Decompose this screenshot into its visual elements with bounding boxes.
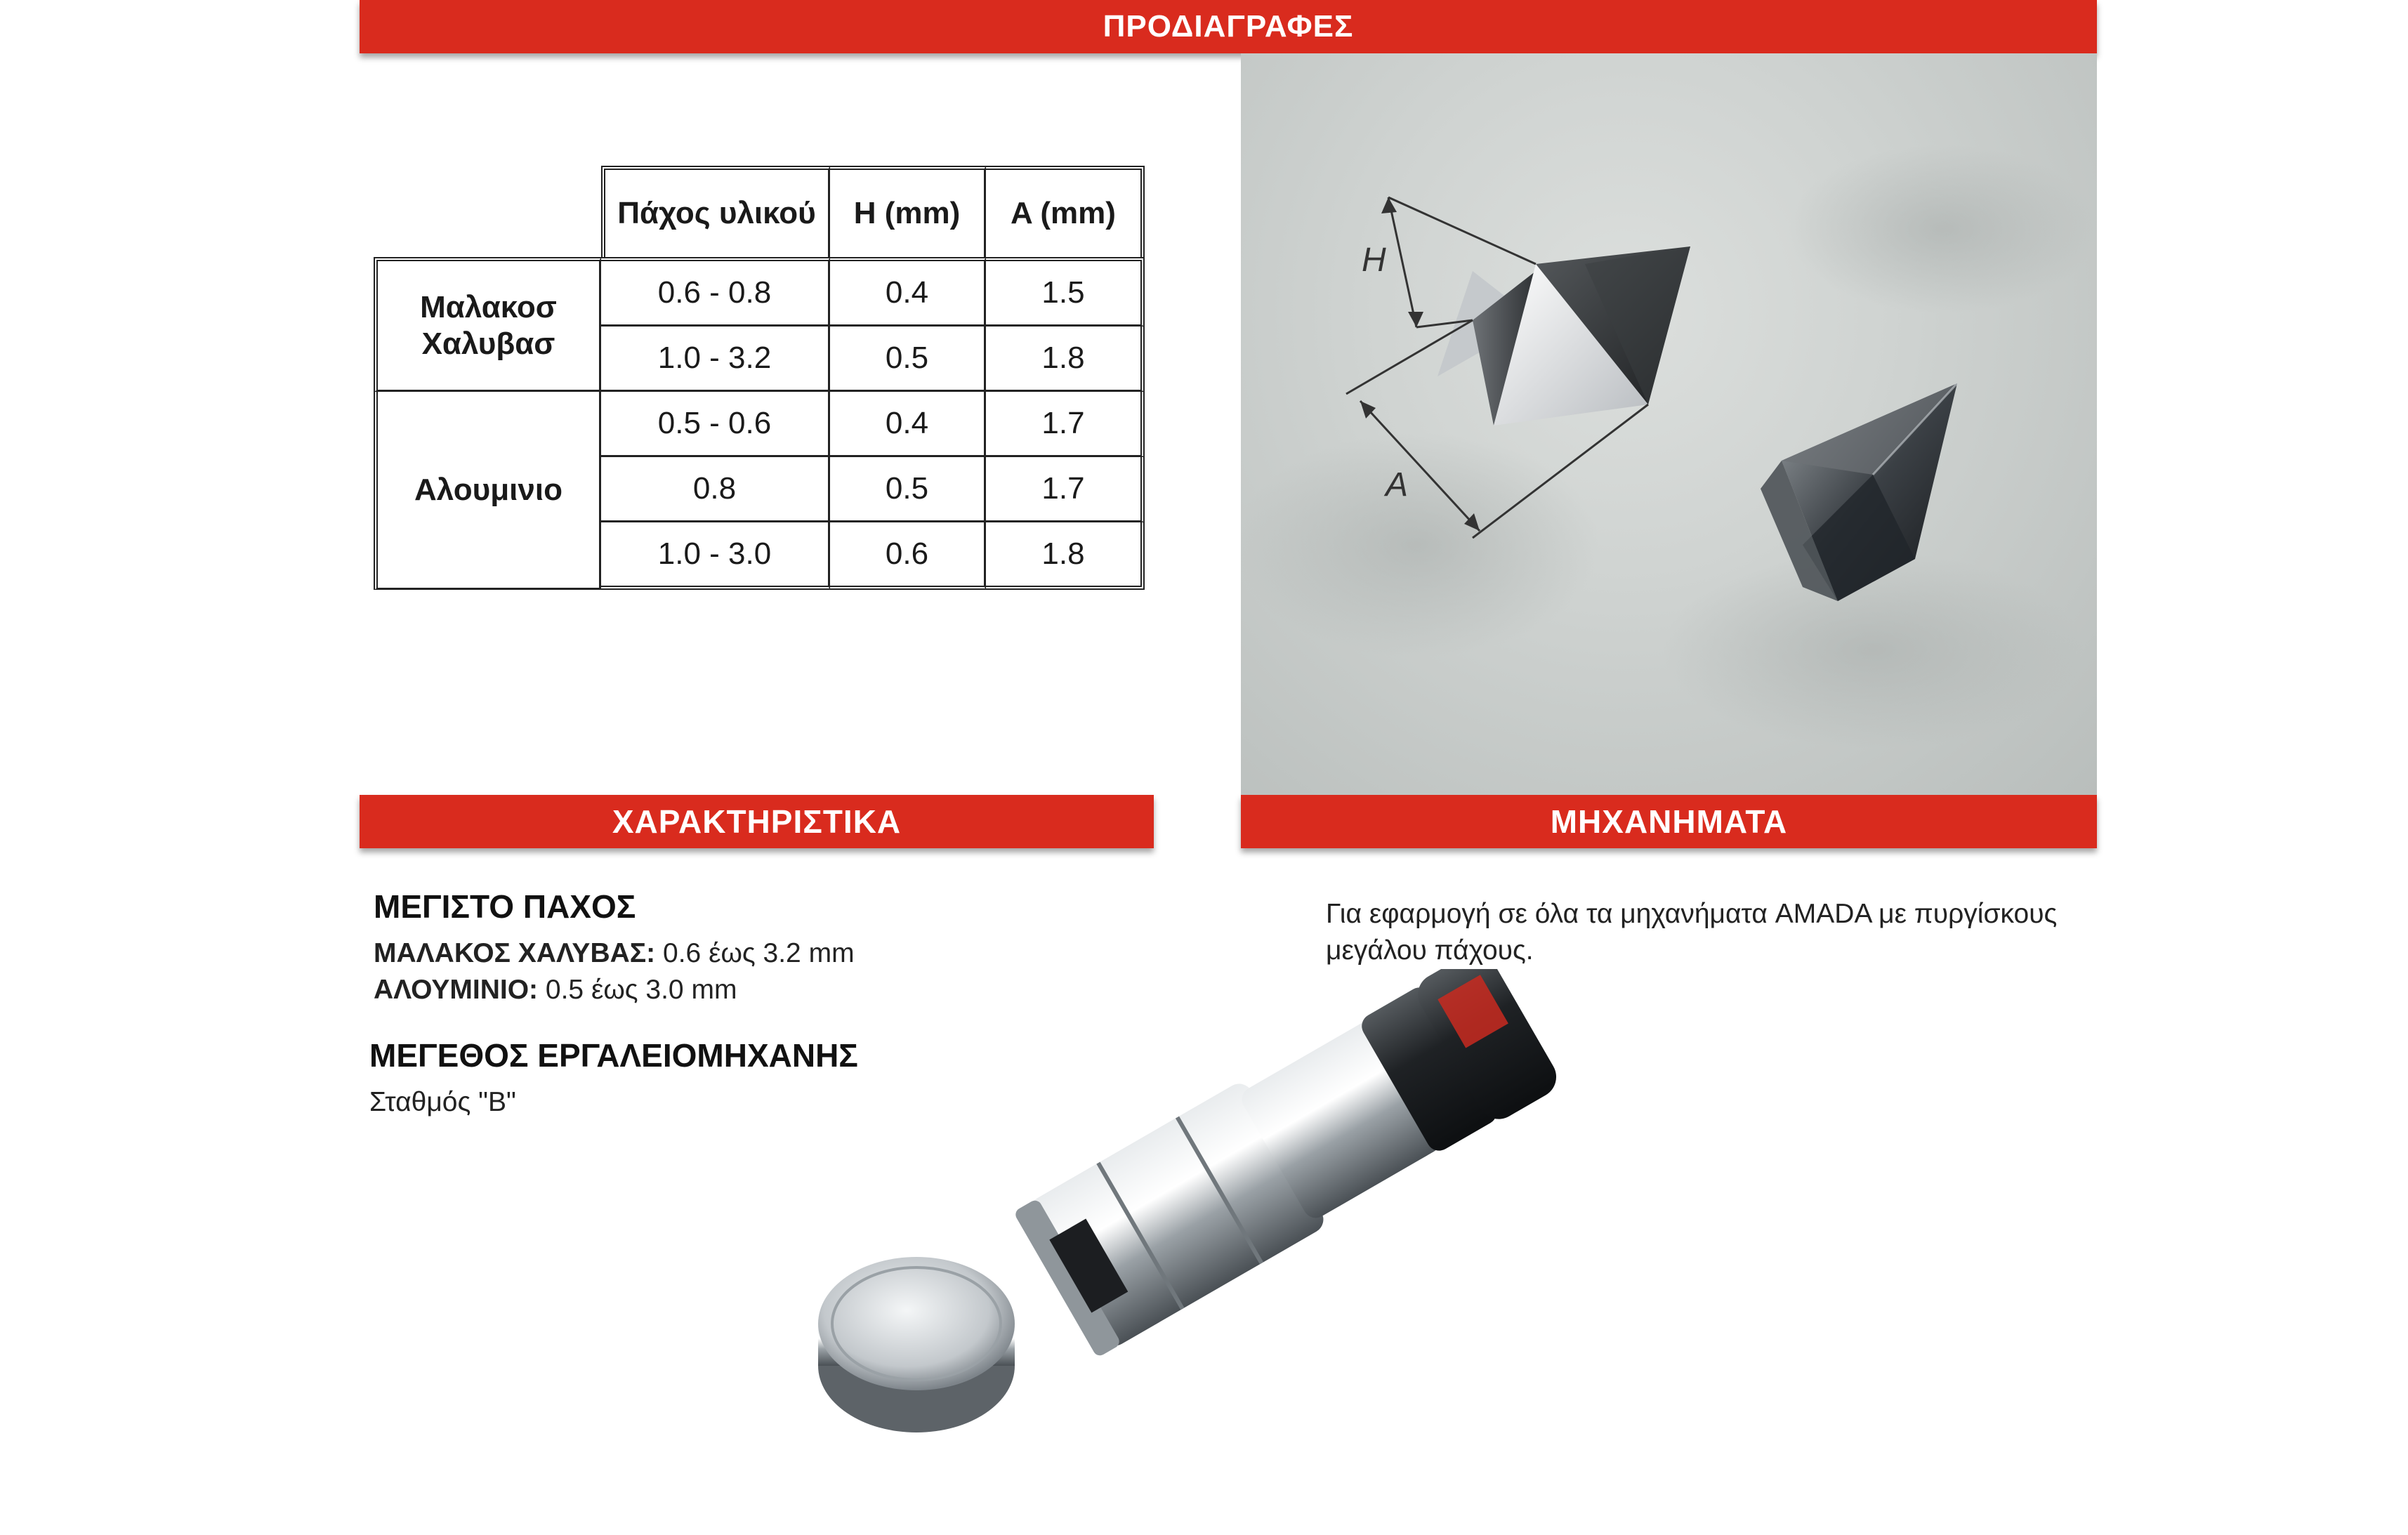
material-label: Μαλακοσ Χαλυβασ — [420, 289, 557, 361]
section-title-features: ΧΑΡΑΚΤΗΡΙΣΤΙΚΑ — [612, 803, 902, 840]
aluminium-value: 0.5 έως 3.0 mm — [545, 975, 737, 1005]
material-aluminium: Αλουμινιο — [374, 392, 601, 590]
punch-mark-illustration — [1241, 53, 2097, 795]
cell-thickness: 0.6 - 0.8 — [601, 257, 830, 327]
cell-thickness: 0.5 - 0.6 — [601, 392, 830, 457]
section-bar-specs — [360, 0, 2097, 53]
section-title-machines: ΜΗΧΑΝΗΜΑΤΑ — [1550, 803, 1788, 840]
cell-h: 0.5 — [830, 327, 986, 392]
cell-h: 0.4 — [830, 392, 986, 457]
material-soft-steel — [374, 257, 601, 392]
diagram-label-a: A — [1386, 466, 1409, 503]
section-bar-features — [360, 795, 1154, 848]
punch-tool-image — [808, 969, 1615, 1475]
spec-table — [374, 166, 1145, 590]
header-a: A (mm) — [986, 166, 1145, 257]
tool-size-title: ΜΕΓΕΘΟΣ ΕΡΓΑΛΕΙΟΜΗΧΑΝΗΣ — [369, 1037, 858, 1074]
section-title-specs: ΠΡΟΔΙΑΓΡΑΦΕΣ — [1103, 9, 1354, 44]
cell-thickness: 1.0 - 3.0 — [601, 522, 830, 590]
spec-table-header-row — [374, 166, 1145, 257]
steel-thickness-line — [374, 938, 855, 969]
spec-table-corner — [374, 166, 601, 257]
table-row — [374, 257, 1145, 327]
cell-a: 1.5 — [986, 257, 1145, 327]
cell-a: 1.7 — [986, 392, 1145, 457]
cell-thickness: 0.8 — [601, 457, 830, 522]
header-thickness: Πάχος υλικού — [601, 166, 830, 257]
steel-value: 0.6 έως 3.2 mm — [663, 938, 855, 968]
diagram-label-h: H — [1362, 242, 1386, 279]
cell-h: 0.4 — [830, 257, 986, 327]
aluminium-label: ΑΛΟΥΜΙΝΙΟ: — [374, 975, 539, 1005]
table-row — [374, 392, 1145, 457]
cell-a: 1.8 — [986, 327, 1145, 392]
cell-a: 1.7 — [986, 457, 1145, 522]
header-h: H (mm) — [830, 166, 986, 257]
cell-thickness: 1.0 - 3.2 — [601, 327, 830, 392]
cell-h: 0.6 — [830, 522, 986, 590]
punch-mark-photo — [1241, 53, 2097, 795]
cell-h: 0.5 — [830, 457, 986, 522]
machines-description: Για εφαρμογή σε όλα τα μηχανήματα AMADA με πυργίσκους μεγάλου πάχους. — [1326, 899, 2058, 966]
aluminium-thickness-line — [374, 975, 737, 1006]
tool-size-value: Σταθμός "B" — [369, 1087, 516, 1117]
max-thickness-title: ΜΕΓΙΣΤΟ ΠΑΧΟΣ — [374, 888, 636, 925]
section-bar-machines — [1241, 795, 2097, 848]
cell-a: 1.8 — [986, 522, 1145, 590]
steel-label: ΜΑΛΑΚΟΣ ΧΑΛΥΒΑΣ: — [374, 938, 656, 968]
